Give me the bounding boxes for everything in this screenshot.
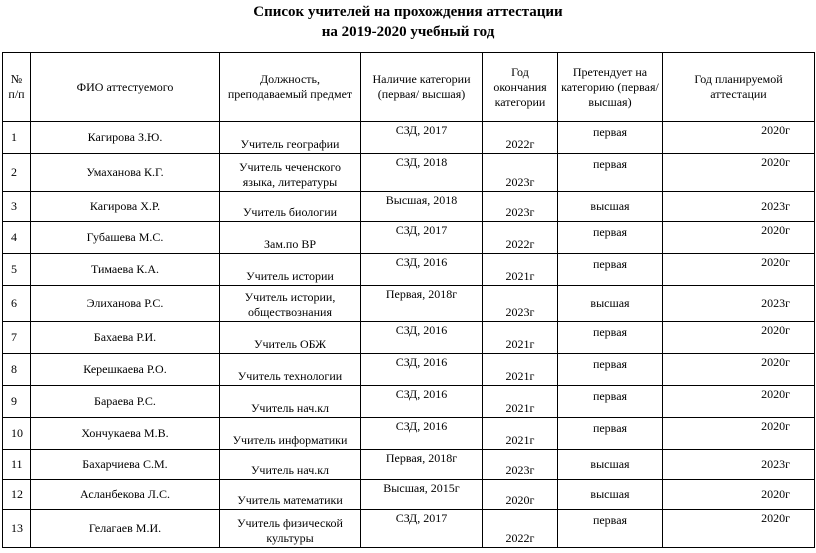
header-num: № п/п — [3, 53, 31, 122]
row-num: 12 — [3, 480, 31, 510]
table-row — [3, 354, 815, 386]
row-category: Высшая, 2015г — [361, 480, 483, 510]
row-claim: высшая — [558, 480, 663, 510]
row-name: Губашева М.С. — [31, 222, 220, 254]
row-end-year: 2022г — [483, 122, 558, 154]
table-row — [3, 222, 815, 254]
row-name: Элиханова Р.С. — [31, 286, 220, 322]
row-num: 3 — [3, 192, 31, 222]
row-position: Учитель чеченского языка, литературы — [220, 154, 361, 192]
row-claim: первая — [558, 386, 663, 418]
document-title: Список учителей на прохождения аттестации — [253, 4, 563, 20]
row-end-year: 2021г — [483, 386, 558, 418]
row-category: СЗД, 2018 — [361, 154, 483, 192]
row-category: СЗД, 2016 — [361, 354, 483, 386]
table-row — [3, 122, 815, 154]
row-category: Первая, 2018г — [361, 286, 483, 322]
row-name: Керешкаева Р.О. — [31, 354, 220, 386]
row-claim: первая — [558, 418, 663, 450]
header-category: Наличие категории (первая/ высшая) — [361, 53, 483, 122]
table-row — [3, 192, 815, 222]
row-end-year: 2020г — [483, 480, 558, 510]
row-category: Первая, 2018г — [361, 450, 483, 480]
row-position: Зам.по ВР — [220, 222, 361, 254]
row-planned-year: 2020г — [663, 480, 815, 510]
row-position: Учитель нач.кл — [220, 450, 361, 480]
row-end-year: 2021г — [483, 418, 558, 450]
row-name: Хончукаева М.В. — [31, 418, 220, 450]
row-name: Тимаева К.А. — [31, 254, 220, 286]
row-claim: высшая — [558, 286, 663, 322]
row-num: 10 — [3, 418, 31, 450]
teachers-table — [2, 52, 815, 548]
row-end-year: 2023г — [483, 154, 558, 192]
row-planned-year: 2023г — [663, 192, 815, 222]
row-num: 8 — [3, 354, 31, 386]
row-category: СЗД, 2017 — [361, 122, 483, 154]
row-num: 6 — [3, 286, 31, 322]
row-planned-year: 2020г — [663, 322, 815, 354]
row-position: Учитель истории, обществознания — [220, 286, 361, 322]
row-num: 5 — [3, 254, 31, 286]
row-end-year: 2023г — [483, 192, 558, 222]
row-planned-year: 2020г — [663, 386, 815, 418]
row-claim: первая — [558, 254, 663, 286]
row-claim: высшая — [558, 450, 663, 480]
row-end-year: 2021г — [483, 354, 558, 386]
row-name: Асланбекова Л.С. — [31, 480, 220, 510]
row-category: Высшая, 2018 — [361, 192, 483, 222]
row-category: СЗД, 2017 — [361, 222, 483, 254]
row-position: Учитель физической культуры — [220, 510, 361, 548]
row-planned-year: 2023г — [663, 450, 815, 480]
row-position: Учитель нач.кл — [220, 386, 361, 418]
row-name: Гелагаев М.И. — [31, 510, 220, 548]
row-num: 1 — [3, 122, 31, 154]
row-position: Учитель географии — [220, 122, 361, 154]
row-num: 7 — [3, 322, 31, 354]
header-row — [3, 53, 815, 122]
table-row — [3, 154, 815, 192]
row-num: 4 — [3, 222, 31, 254]
table-row — [3, 510, 815, 548]
row-planned-year: 2023г — [663, 286, 815, 322]
row-position: Учитель биологии — [220, 192, 361, 222]
row-end-year: 2022г — [483, 510, 558, 548]
row-planned-year: 2020г — [663, 154, 815, 192]
row-claim: высшая — [558, 192, 663, 222]
row-category: СЗД, 2016 — [361, 418, 483, 450]
table-row — [3, 254, 815, 286]
row-claim: первая — [558, 322, 663, 354]
row-claim: первая — [558, 222, 663, 254]
row-claim: первая — [558, 122, 663, 154]
table-row — [3, 322, 815, 354]
header-end-year: Год окончания категории — [483, 53, 558, 122]
row-num: 9 — [3, 386, 31, 418]
row-num: 11 — [3, 450, 31, 480]
table-row — [3, 480, 815, 510]
row-num: 13 — [3, 510, 31, 548]
row-claim: первая — [558, 154, 663, 192]
row-planned-year: 2020г — [663, 122, 815, 154]
table-row — [3, 286, 815, 322]
row-position: Учитель истории — [220, 254, 361, 286]
row-name: Бараева Р.С. — [31, 386, 220, 418]
table-row — [3, 418, 815, 450]
row-end-year: 2021г — [483, 254, 558, 286]
row-end-year: 2022г — [483, 222, 558, 254]
row-planned-year: 2020г — [663, 254, 815, 286]
row-planned-year: 2020г — [663, 354, 815, 386]
row-position: Учитель информатики — [220, 418, 361, 450]
row-name: Бахаева Р.И. — [31, 322, 220, 354]
row-claim: первая — [558, 510, 663, 548]
row-planned-year: 2020г — [663, 510, 815, 548]
row-claim: первая — [558, 354, 663, 386]
row-name: Умаханова К.Г. — [31, 154, 220, 192]
row-end-year: 2021г — [483, 322, 558, 354]
row-num: 2 — [3, 154, 31, 192]
header-planned-year: Год планируемой аттестации — [663, 53, 815, 122]
row-name: Кагирова З.Ю. — [31, 122, 220, 154]
row-name: Кагирова Х.Р. — [31, 192, 220, 222]
table-row — [3, 450, 815, 480]
table-row — [3, 386, 815, 418]
row-position: Учитель ОБЖ — [220, 322, 361, 354]
document-subtitle: на 2019-2020 учебный год — [321, 24, 495, 40]
row-category: СЗД, 2016 — [361, 322, 483, 354]
header-position: Должность, преподаваемый предмет — [220, 53, 361, 122]
header-name: ФИО аттестуемого — [31, 53, 220, 122]
row-planned-year: 2020г — [663, 222, 815, 254]
row-category: СЗД, 2017 — [361, 510, 483, 548]
header-claim: Претендует на категорию (первая/ высшая) — [558, 53, 663, 122]
row-position: Учитель математики — [220, 480, 361, 510]
row-end-year: 2023г — [483, 450, 558, 480]
row-category: СЗД, 2016 — [361, 254, 483, 286]
row-planned-year: 2020г — [663, 418, 815, 450]
row-category: СЗД, 2016 — [361, 386, 483, 418]
row-end-year: 2023г — [483, 286, 558, 322]
row-position: Учитель технологии — [220, 354, 361, 386]
row-name: Бахарчиева С.М. — [31, 450, 220, 480]
